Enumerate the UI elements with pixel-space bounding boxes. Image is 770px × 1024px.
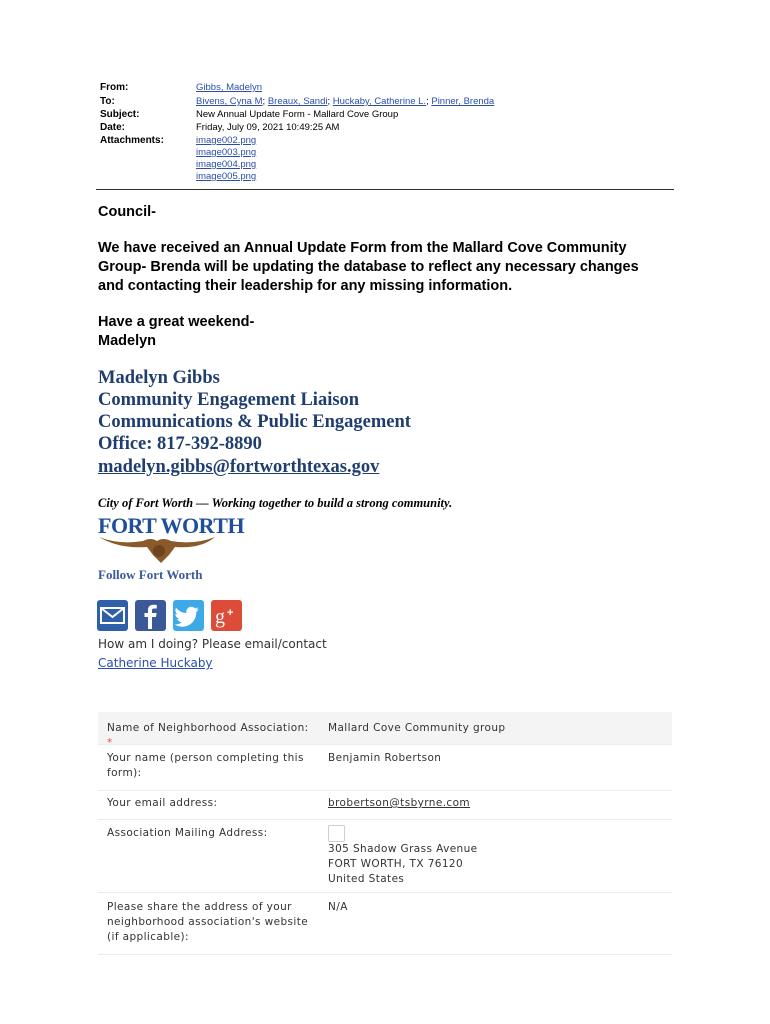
form-label: Your name (person completing this form): <box>107 752 304 779</box>
closing-line: Have a great weekend- <box>98 314 255 330</box>
address-line: FORT WORTH, TX 76120 <box>328 858 464 870</box>
address-line: 305 Shadow Grass Avenue <box>328 843 478 855</box>
google-plus-icon[interactable] <box>211 600 242 631</box>
signature-email-link[interactable]: madelyn.gibbs@fortworthtexas.gov <box>98 457 380 477</box>
subject-value: New Annual Update Form - Mallard Cove Group <box>196 109 399 120</box>
signature-name: Madelyn Gibbs <box>98 368 220 388</box>
form-row <box>98 892 672 955</box>
date-value: Friday, July 09, 2021 10:49:25 AM <box>196 122 340 133</box>
feedback-contact-link[interactable]: Catherine Huckaby <box>98 656 213 670</box>
from-link[interactable]: Gibbs, Madelyn <box>196 82 263 93</box>
email-icon[interactable] <box>97 600 128 631</box>
longhorn-logo-icon <box>97 511 245 567</box>
tagline: City of Fort Worth — Working together to build a strong community. <box>98 496 453 510</box>
signature-title: Community Engagement Liaison <box>98 390 360 410</box>
email-value-link[interactable]: brobertson@tsbyrne.com <box>328 797 471 809</box>
feedback-text: How am I doing? Please email/contact <box>98 637 327 651</box>
form-value: N/A <box>328 901 348 913</box>
svg-text:g: g <box>215 606 225 628</box>
date-label: Date: <box>100 122 126 133</box>
form-row <box>98 744 672 791</box>
signature-department: Communications & Public Engagement <box>98 412 411 432</box>
logo-wordmark: FORT WORTH <box>98 513 245 538</box>
header-divider <box>96 189 674 190</box>
facebook-icon[interactable] <box>135 600 166 631</box>
form-value: Benjamin Robertson <box>328 752 442 764</box>
form-label: Your email address: <box>107 797 218 809</box>
body-line: We have received an Annual Update Form from the Mallard Cove Community <box>98 240 627 256</box>
recipient-link[interactable]: Bivens, Cyna M <box>196 96 263 107</box>
attachment-link[interactable]: image002.png <box>196 135 257 146</box>
required-marker: * <box>107 737 113 749</box>
attachments-label: Attachments: <box>100 135 164 146</box>
form-row <box>98 790 672 820</box>
form-value: Mallard Cove Community group <box>328 722 506 734</box>
attachment-link[interactable]: image005.png <box>196 171 257 182</box>
map-placeholder-icon[interactable] <box>328 825 345 842</box>
form-row <box>98 819 672 893</box>
attachment-link[interactable]: image004.png <box>196 159 257 170</box>
greeting: Council- <box>98 204 156 220</box>
twitter-icon[interactable] <box>173 600 204 631</box>
recipient-link[interactable]: Huckaby, Catherine L. <box>332 96 427 107</box>
form-label: Association Mailing Address: <box>107 827 268 839</box>
form-row <box>98 712 672 749</box>
address-line: United States <box>328 873 405 885</box>
form-label-text: Name of Neighborhood Association: <box>107 722 309 734</box>
recipient-link[interactable]: Pinner, Brenda <box>431 96 495 107</box>
body-line: and contacting their leadership for any missing information. <box>98 278 513 294</box>
recipient-link[interactable]: Breaux, Sandi <box>267 96 328 107</box>
from-value[interactable] <box>196 82 262 93</box>
to-value: Bivens, Cyna M; Breaux, Sandi; Huckaby, Catherine L.; Pinner, Brenda <box>196 96 495 107</box>
body-line: Group- Brenda will be updating the database to reflect any necessary changes <box>98 259 639 275</box>
to-label: To: <box>100 96 115 107</box>
signature-office: Office: 817-392-8890 <box>98 434 262 454</box>
svg-text:+: + <box>227 607 234 619</box>
form-label: Please share the address of your neighborhood association's website (if applicable): <box>107 901 309 943</box>
from-label: From: <box>100 82 129 93</box>
fort-worth-logo[interactable] <box>97 511 245 567</box>
follow-heading: Follow Fort Worth <box>98 567 203 582</box>
subject-label: Subject: <box>100 109 140 120</box>
attachment-link[interactable]: image003.png <box>196 147 257 158</box>
closing-name: Madelyn <box>98 333 157 349</box>
